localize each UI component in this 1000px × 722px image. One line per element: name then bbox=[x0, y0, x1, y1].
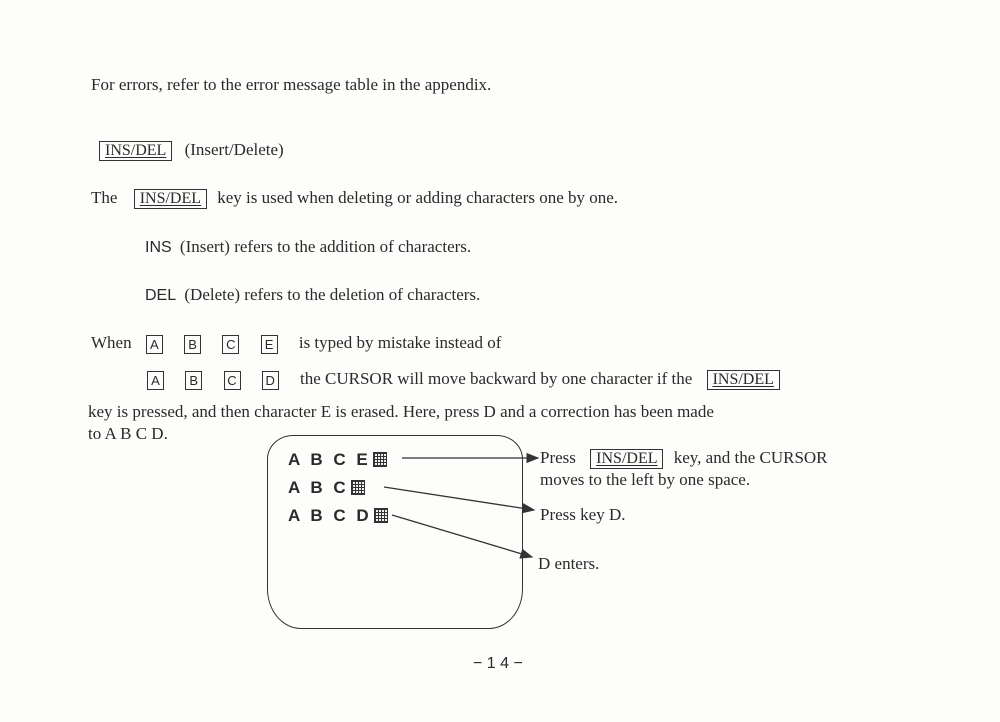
key-a: A bbox=[146, 335, 163, 354]
key-b: B bbox=[184, 335, 201, 354]
screen-text-1: A B C E bbox=[288, 450, 371, 469]
ins-text: (Insert) refers to the addition of characters. bbox=[179, 237, 472, 256]
errors-note: For errors, refer to the error message table in the appendix. bbox=[91, 75, 492, 94]
arrow-3 bbox=[392, 515, 532, 557]
key-d: D bbox=[262, 371, 279, 390]
callout-press-line2: moves to the left by one space. bbox=[540, 470, 751, 489]
heading-description: (Insert/Delete) bbox=[184, 140, 284, 159]
key-a: A bbox=[147, 371, 164, 390]
callout-press-suffix: key, and the CURSOR bbox=[673, 448, 828, 467]
ins-abbr: INS bbox=[145, 239, 172, 256]
callout-press-ins-del bbox=[540, 447, 828, 469]
del-text: (Delete) refers to the deletion of characters. bbox=[184, 285, 481, 304]
instead-text: the CURSOR will move backward by one character if the bbox=[300, 369, 693, 388]
paragraph-line-1: key is pressed, and then character E is erased. Here, press D and a correction has been made bbox=[88, 402, 714, 421]
intro-after: key is used when deleting or adding characters one by one. bbox=[217, 188, 619, 207]
ins-del-key-label: INS/DEL bbox=[590, 449, 663, 469]
ins-del-key-label: INS/DEL bbox=[134, 189, 207, 209]
ins-del-key-label: INS/DEL bbox=[99, 141, 172, 161]
screen-text-3: A B C D bbox=[288, 506, 372, 525]
callout-press-d: Press key D. bbox=[540, 505, 626, 524]
when-text: is typed by mistake instead of bbox=[298, 333, 502, 352]
callout-press-prefix: Press bbox=[540, 448, 576, 467]
page-number: − 1 4 − bbox=[473, 655, 523, 672]
when-lead: When bbox=[91, 333, 132, 352]
ins-del-key-label: INS/DEL bbox=[707, 370, 780, 390]
callout-d-enters: D enters. bbox=[538, 554, 600, 573]
key-c: C bbox=[224, 371, 241, 390]
del-abbr: DEL bbox=[145, 287, 177, 304]
key-b: B bbox=[185, 371, 202, 390]
intro-before: The bbox=[91, 188, 118, 207]
key-c: C bbox=[222, 335, 239, 354]
key-e: E bbox=[261, 335, 278, 354]
paragraph-line-2: to A B C D. bbox=[88, 424, 168, 443]
screen-text-2: A B C bbox=[288, 478, 349, 497]
arrow-2 bbox=[384, 487, 534, 510]
